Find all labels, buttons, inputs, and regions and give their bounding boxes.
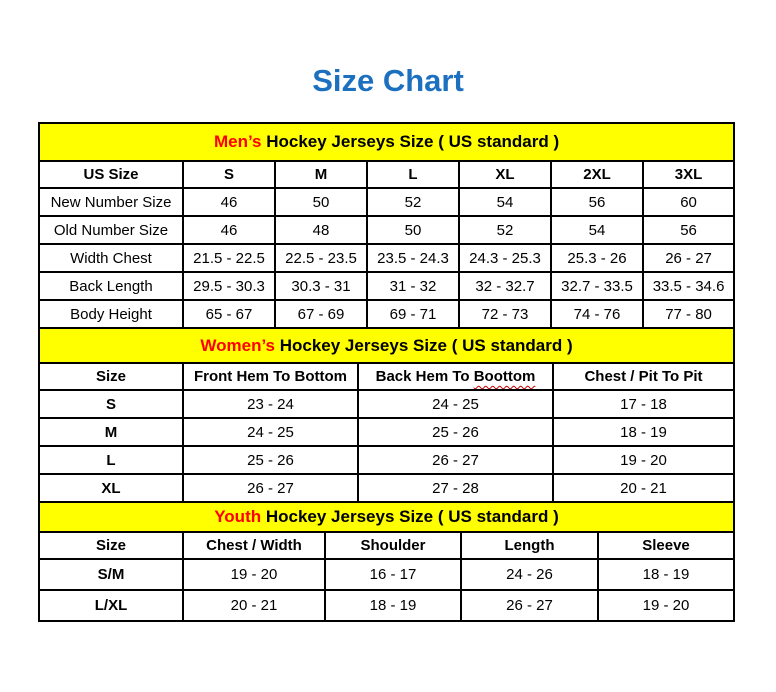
column-header-size: Size <box>39 363 183 390</box>
youth-table-body <box>39 559 734 621</box>
column-header-size: Size <box>39 532 183 559</box>
size-value: 21.5 - 22.5 <box>183 244 275 272</box>
size-value: 22.5 - 23.5 <box>275 244 367 272</box>
size-value: 27 - 28 <box>358 474 553 502</box>
size-value: 60 <box>643 188 734 216</box>
size-value: 54 <box>551 216 643 244</box>
column-header-length: Length <box>461 532 598 559</box>
misspelled-word: Boottom <box>473 368 536 385</box>
size-value: 25.3 - 26 <box>551 244 643 272</box>
table-row <box>39 300 734 328</box>
column-header-2xl: 2XL <box>551 161 643 188</box>
row-label: L/XL <box>39 590 183 621</box>
womens-header-row <box>39 363 734 390</box>
size-value: 18 - 19 <box>598 559 734 590</box>
size-value: 56 <box>643 216 734 244</box>
size-value: 19 - 20 <box>598 590 734 621</box>
table-row <box>39 244 734 272</box>
size-value: 31 - 32 <box>367 272 459 300</box>
column-header-l: L <box>367 161 459 188</box>
womens-banner-text: Hockey Jerseys Size ( US standard ) <box>275 335 573 355</box>
column-header-m: M <box>275 161 367 188</box>
row-label: M <box>39 418 183 446</box>
size-value: 20 - 21 <box>553 474 734 502</box>
size-value: 33.5 - 34.6 <box>643 272 734 300</box>
youth-header-row <box>39 532 734 559</box>
womens-size-table <box>38 327 735 503</box>
size-value: 32 - 32.7 <box>459 272 551 300</box>
row-label: Old Number Size <box>39 216 183 244</box>
size-value: 18 - 19 <box>325 590 461 621</box>
size-value: 77 - 80 <box>643 300 734 328</box>
mens-banner <box>39 123 734 161</box>
table-row <box>39 418 734 446</box>
table-row <box>39 559 734 590</box>
size-chart <box>38 122 733 622</box>
row-label: S/M <box>39 559 183 590</box>
row-label: Body Height <box>39 300 183 328</box>
womens-table-body <box>39 390 734 502</box>
table-row <box>39 272 734 300</box>
womens-banner <box>39 328 734 363</box>
size-value: 30.3 - 31 <box>275 272 367 300</box>
size-value: 19 - 20 <box>183 559 325 590</box>
size-value: 32.7 - 33.5 <box>551 272 643 300</box>
size-value: 29.5 - 30.3 <box>183 272 275 300</box>
size-value: 18 - 19 <box>553 418 734 446</box>
column-header-front-hem: Front Hem To Bottom <box>183 363 358 390</box>
size-value: 19 - 20 <box>553 446 734 474</box>
size-value: 74 - 76 <box>551 300 643 328</box>
size-value: 24.3 - 25.3 <box>459 244 551 272</box>
column-header-back-hem-text: Back Hem To <box>375 368 474 385</box>
youth-banner-accent: Youth <box>214 507 262 526</box>
column-header-back-hem <box>358 363 553 390</box>
column-header-chest-width: Chest / Width <box>183 532 325 559</box>
size-value: 67 - 69 <box>275 300 367 328</box>
mens-banner-accent: Men’s <box>213 132 262 151</box>
table-row <box>39 390 734 418</box>
size-value: 26 - 27 <box>358 446 553 474</box>
size-value: 24 - 26 <box>461 559 598 590</box>
womens-banner-row <box>39 328 734 363</box>
size-value: 23 - 24 <box>183 390 358 418</box>
mens-size-table <box>38 122 735 329</box>
row-label: Back Length <box>39 272 183 300</box>
table-row <box>39 590 734 621</box>
size-value: 23.5 - 24.3 <box>367 244 459 272</box>
row-label: New Number Size <box>39 188 183 216</box>
column-header-3xl: 3XL <box>643 161 734 188</box>
table-row <box>39 188 734 216</box>
size-value: 24 - 25 <box>358 390 553 418</box>
row-label: L <box>39 446 183 474</box>
mens-table-body <box>39 188 734 328</box>
youth-banner <box>39 502 734 532</box>
size-value: 69 - 71 <box>367 300 459 328</box>
row-label: XL <box>39 474 183 502</box>
womens-banner-accent: Women’s <box>200 335 275 355</box>
mens-banner-text: Hockey Jerseys Size ( US standard ) <box>261 132 560 151</box>
size-value: 16 - 17 <box>325 559 461 590</box>
size-value: 46 <box>183 188 275 216</box>
size-value: 24 - 25 <box>183 418 358 446</box>
column-header-s: S <box>183 161 275 188</box>
row-label: Width Chest <box>39 244 183 272</box>
table-row <box>39 446 734 474</box>
size-value: 52 <box>459 216 551 244</box>
table-row <box>39 474 734 502</box>
size-value: 46 <box>183 216 275 244</box>
youth-banner-text: Hockey Jerseys Size ( US standard ) <box>261 507 559 526</box>
size-value: 65 - 67 <box>183 300 275 328</box>
column-header-xl: XL <box>459 161 551 188</box>
column-header-us-size: US Size <box>39 161 183 188</box>
column-header-sleeve: Sleeve <box>598 532 734 559</box>
size-value: 50 <box>275 188 367 216</box>
size-value: 50 <box>367 216 459 244</box>
size-value: 26 - 27 <box>183 474 358 502</box>
page-title: Size Chart <box>312 63 464 98</box>
column-header-shoulder: Shoulder <box>325 532 461 559</box>
size-value: 20 - 21 <box>183 590 325 621</box>
mens-header-row <box>39 161 734 188</box>
size-value: 17 - 18 <box>553 390 734 418</box>
size-value: 25 - 26 <box>183 446 358 474</box>
mens-banner-row <box>39 123 734 161</box>
column-header-chest-pit: Chest / Pit To Pit <box>553 363 734 390</box>
size-value: 26 - 27 <box>461 590 598 621</box>
youth-banner-row <box>39 502 734 532</box>
size-value: 48 <box>275 216 367 244</box>
size-value: 52 <box>367 188 459 216</box>
size-value: 54 <box>459 188 551 216</box>
size-value: 56 <box>551 188 643 216</box>
size-value: 25 - 26 <box>358 418 553 446</box>
youth-size-table <box>38 501 735 622</box>
table-row <box>39 216 734 244</box>
size-value: 26 - 27 <box>643 244 734 272</box>
size-value: 72 - 73 <box>459 300 551 328</box>
row-label: S <box>39 390 183 418</box>
